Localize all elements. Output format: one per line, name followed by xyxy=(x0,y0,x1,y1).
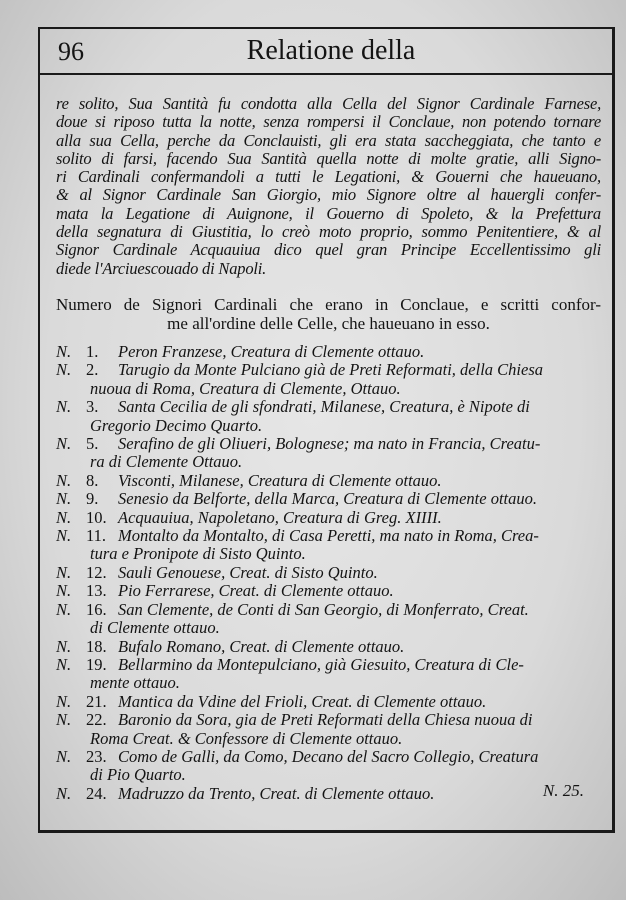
entry-line: Pio Ferrarese, Creat. di Clemente ottauo. xyxy=(118,581,394,601)
entry-prefix: N. xyxy=(56,526,72,546)
entry-prefix: N. xyxy=(56,489,72,509)
entry-line: Tarugio da Monte Pulciano già de Preti Reformati, della Chiesa xyxy=(118,360,543,380)
entry-line: Madruzzo da Trento, Creat. di Clemente ottauo. xyxy=(118,783,435,803)
cell-number: 23. xyxy=(86,746,107,766)
entry-line: Senesio da Belforte, della Marca, Creatura di Clemente ottauo. xyxy=(118,489,538,509)
paragraph-line: re solito, Sua Santità fu condotta alla Cella del Signor Cardinale Farnese, xyxy=(56,94,601,113)
entry-line: Gregorio Decimo Quarto. xyxy=(90,415,263,435)
entry-prefix: N. xyxy=(56,654,72,674)
entry-line: Bellarmino da Montepulciano, già Giesuito, Creatura di Cle- xyxy=(118,654,524,674)
list-item xyxy=(56,785,601,803)
entry-line: Serafino de gli Oliueri, Bolognese; ma nato in Francia, Creatu- xyxy=(118,434,541,454)
entry-prefix: N. xyxy=(56,746,72,766)
entry-text xyxy=(56,638,601,656)
entry-line: di Pio Quarto. xyxy=(90,765,186,785)
entry-line: Bufalo Romano, Creat. di Clemente ottauo. xyxy=(118,636,405,656)
entry-text xyxy=(56,490,601,508)
entry-line: San Clemente, de Conti di San Georgio, di Monferrato, Creat. xyxy=(118,599,529,619)
entry-line: Como de Galli, da Como, Decano del Sacro Collegio, Creatura xyxy=(118,746,539,766)
entry-line: Roma Creat. & Confessore di Clemente ottauo. xyxy=(90,728,403,748)
cell-number: 21. xyxy=(86,691,107,711)
heading-line: me all'ordine delle Celle, che haueuano in esso. xyxy=(167,314,490,333)
paragraph-line: solito di farsi, facendo Sua Santità quella notte di molte gratie, alli Signo- xyxy=(56,148,601,168)
paragraph-line: ri Cardinali confermandoli a tutti le Legationi, & Gouerni che haueuano, xyxy=(56,167,601,187)
entry-prefix: N. xyxy=(56,636,72,656)
list-item xyxy=(56,398,601,435)
entry-line: Baronio da Sora, gia de Preti Reformati della Chiesa nuoua di xyxy=(118,710,533,730)
entry-prefix: N. xyxy=(56,342,72,361)
list-item xyxy=(56,343,601,361)
heading-line: Numero de Signori Cardinali che erano in Conclaue, e scritti confor- xyxy=(56,295,601,314)
list-item xyxy=(56,564,601,582)
list-item xyxy=(56,748,601,785)
list-item xyxy=(56,582,601,600)
list-item xyxy=(56,490,601,508)
page-header xyxy=(40,29,612,75)
cell-number: 24. xyxy=(86,783,107,803)
paragraph-line: della segnatura di Giustitia, lo creò moto proprio, sommo Penitentiere, & al xyxy=(56,222,601,242)
list-item xyxy=(56,638,601,656)
entry-text xyxy=(56,582,601,600)
paragraph-line: alla sua Cella, perche da Conclauisti, gli era stata saccheggiata, che tanto e xyxy=(56,130,601,150)
entry-text xyxy=(56,472,601,490)
cell-number: 9. xyxy=(86,489,99,509)
entry-text xyxy=(56,509,601,527)
entry-prefix: N. xyxy=(56,581,72,601)
cell-number: 10. xyxy=(86,507,107,527)
page-number: 96 xyxy=(58,37,84,66)
cell-number: 5. xyxy=(86,434,99,454)
entry-text xyxy=(56,693,601,711)
entry-line: Santa Cecilia de gli sfondrati, Milanese, Creatura, è Nipote di xyxy=(118,397,530,417)
entry-text xyxy=(56,343,601,361)
entry-line: tura e Pronipote di Sisto Quinto. xyxy=(90,544,306,564)
entry-line: Mantica da Vdine del Frioli, Creat. di Clemente ottauo. xyxy=(118,691,487,711)
page-frame xyxy=(38,27,615,833)
cell-number: 16. xyxy=(86,599,107,619)
cell-number: 2. xyxy=(86,360,99,380)
entry-prefix: N. xyxy=(56,507,72,527)
cell-number: 18. xyxy=(86,636,107,656)
entry-prefix: N. xyxy=(56,562,72,582)
entry-prefix: N. xyxy=(56,470,72,490)
entry-line: ra di Clemente Ottauo. xyxy=(90,452,243,472)
entry-text xyxy=(56,527,601,564)
entry-text xyxy=(56,564,601,582)
entry-text xyxy=(56,656,601,693)
cell-number: 11. xyxy=(86,526,107,546)
cell-number: 13. xyxy=(86,581,107,601)
entry-text xyxy=(56,601,601,638)
paragraph-line: diede l'Arciuescouado di Napoli. xyxy=(56,258,267,278)
entry-line: Sauli Genouese, Creat. di Sisto Quinto. xyxy=(118,562,378,582)
entry-text xyxy=(56,398,601,435)
running-head: Relatione della xyxy=(246,35,416,66)
cell-number: 1. xyxy=(86,342,99,361)
list-item xyxy=(56,361,601,398)
entry-line: Acquauiua, Napoletano, Creatura di Greg. XIIII. xyxy=(118,507,442,527)
cardinal-list xyxy=(56,343,601,803)
entry-line: Peron Franzese, Creatura di Clemente ottauo. xyxy=(118,342,425,361)
entry-line: Montalto da Montalto, di Casa Peretti, ma nato in Roma, Crea- xyxy=(118,526,539,546)
cell-number: 22. xyxy=(86,710,107,730)
entry-text xyxy=(56,435,601,472)
entry-line: mente ottauo. xyxy=(90,673,180,693)
list-item xyxy=(56,472,601,490)
entry-prefix: N. xyxy=(56,434,72,454)
list-item xyxy=(56,693,601,711)
entry-prefix: N. xyxy=(56,397,72,417)
entry-line: Visconti, Milanese, Creatura di Clemente ottauo. xyxy=(118,470,442,490)
section-heading xyxy=(56,295,601,333)
entry-text xyxy=(56,748,601,785)
list-item xyxy=(56,509,601,527)
cell-number: 19. xyxy=(86,654,107,674)
list-item xyxy=(56,601,601,638)
body-paragraph xyxy=(56,95,601,278)
entry-prefix: N. xyxy=(56,710,72,730)
entry-line: nuoua di Roma, Creatura di Clemente, Ottauo. xyxy=(90,378,401,398)
paragraph-line: doue si riposo tutta la notte, senza rompersi il Conclaue, non potendo tornare xyxy=(56,112,601,132)
entry-prefix: N. xyxy=(56,360,72,380)
entry-text xyxy=(56,361,601,398)
entry-text xyxy=(56,711,601,748)
list-item xyxy=(56,435,601,472)
entry-prefix: N. xyxy=(56,691,72,711)
list-item xyxy=(56,711,601,748)
cell-number: 12. xyxy=(86,562,107,582)
cell-number: 3. xyxy=(86,397,99,417)
entry-text xyxy=(56,785,601,803)
list-item xyxy=(56,656,601,693)
paragraph-line: & al Signor Cardinale San Giorgio, mio Signore oltre al hauergli confer- xyxy=(56,185,601,205)
entry-prefix: N. xyxy=(56,783,72,803)
list-item xyxy=(56,527,601,564)
paragraph-line: Signor Cardinale Acquauiua dico quel gran Principe Eccellentissimo gli xyxy=(56,240,601,260)
cell-number: 8. xyxy=(86,470,99,490)
entry-line: di Clemente ottauo. xyxy=(90,618,220,638)
catchword: N. 25. xyxy=(542,781,584,800)
paragraph-line: mata la Legatione di Auignone, il Gouerno di Spoleto, & la Prefettura xyxy=(56,203,601,223)
entry-prefix: N. xyxy=(56,599,72,619)
